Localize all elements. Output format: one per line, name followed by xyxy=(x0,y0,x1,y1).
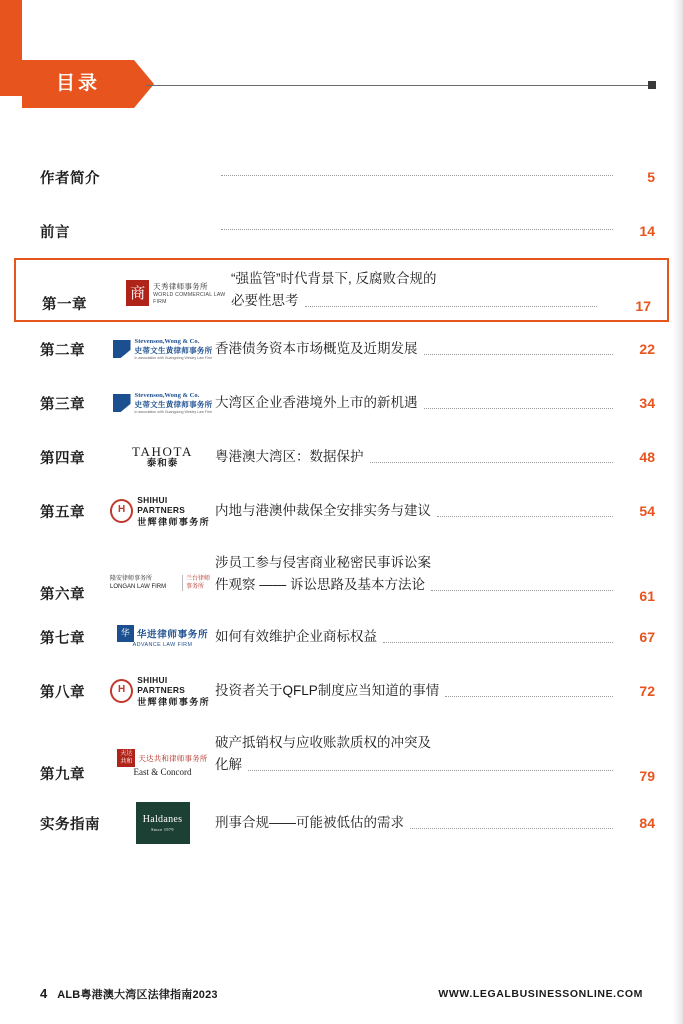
footer-left-group xyxy=(40,986,218,1002)
toc-title-line: 内地与港澳仲裁保全安排实务与建议 xyxy=(215,503,431,518)
seal-icon: 天达共和 xyxy=(117,749,135,767)
toc-chapter-label: 作者简介 xyxy=(40,170,100,187)
shihui-partners-logo xyxy=(110,495,215,528)
toc-title-line: 如何有效维护企业商标权益 xyxy=(215,629,377,644)
toc-leader-dots xyxy=(424,353,614,355)
toc-row[interactable] xyxy=(0,718,683,790)
toc-leader-dots xyxy=(370,461,614,463)
toc-row[interactable] xyxy=(0,790,683,856)
logo-mark-icon: 华 xyxy=(117,625,134,642)
page-header xyxy=(0,30,683,94)
toc-title-cell xyxy=(215,732,627,776)
logo-cn-text: 世辉律师事务所 xyxy=(137,696,211,707)
footer-website-url: WWW.LEGALBUSINESSONLINE.COM xyxy=(438,988,643,1000)
toc-row[interactable] xyxy=(0,538,683,610)
logo-en-text: Stevenson,Wong & Co. xyxy=(134,392,200,399)
tahota-logo xyxy=(132,445,193,469)
toc-title-cell xyxy=(215,228,627,235)
logo-cn-text: 史蒂文生黄律师事务所 xyxy=(134,400,213,409)
toc-title-cell xyxy=(215,626,627,648)
footer-page-number: 4 xyxy=(40,986,48,1001)
toc-logo-slot xyxy=(110,616,215,658)
toc-leader-dots xyxy=(410,827,613,829)
logo-en-text: WORLD COMMERCIAL LAW FIRM xyxy=(153,292,226,305)
logo-mark-icon: H xyxy=(110,679,133,703)
toc-row[interactable] xyxy=(0,664,683,718)
toc-title-line: “强监管”时代背景下, 反腐败合规的 xyxy=(231,271,437,286)
page-edge-shadow xyxy=(673,0,683,1024)
logo-mark-icon xyxy=(113,394,131,412)
toc-logo-slot xyxy=(110,156,215,198)
advance-law-firm-logo xyxy=(117,625,208,648)
toc-title-line: 大湾区企业香港境外上市的新机遇 xyxy=(215,395,418,410)
logo-cn-text: 天秀律师事务所 xyxy=(153,282,208,291)
toc-leader-dots xyxy=(221,228,613,230)
toc-leader-dots xyxy=(437,748,613,749)
toc-row[interactable] xyxy=(0,322,683,376)
toc-leader-dots xyxy=(221,174,613,176)
header-end-dot-icon xyxy=(648,81,656,89)
toc-logo-slot xyxy=(110,562,215,606)
toc-row[interactable] xyxy=(0,376,683,430)
toc-page-number: 17 xyxy=(635,298,651,314)
tianxiu-law-firm-logo xyxy=(126,280,231,306)
toc-logo-slot xyxy=(110,802,215,844)
toc-logo-slot xyxy=(110,436,215,478)
toc-leader-dots xyxy=(443,284,598,285)
toc-title-line: 破产抵销权与应收账款质权的冲突及 xyxy=(215,735,431,750)
logo-sub-text: in association with Guangdong Wesley Law Firm xyxy=(134,410,212,414)
toc-row-highlighted[interactable] xyxy=(14,258,669,322)
toc-chapter-label: 第五章 xyxy=(40,504,85,521)
toc-title-line: 件观察 —— 诉讼思路及基本方法论 xyxy=(215,577,426,592)
logo-cn-text: 世辉律师事务所 xyxy=(137,516,211,527)
toc-page-number: 67 xyxy=(639,629,655,645)
toc-leader-dots xyxy=(305,305,598,307)
toc-chapter-label: 第九章 xyxy=(40,767,85,783)
page-title: 目录 xyxy=(55,73,100,94)
footer-book-title: ALB粤港澳大湾区法律指南2023 xyxy=(57,989,218,1001)
logo-en-text: ADVANCE LAW FIRM xyxy=(132,641,193,648)
toc-leader-dots xyxy=(437,568,613,569)
logo-en-text: Stevenson,Wong & Co. xyxy=(134,338,200,345)
toc-title-cell xyxy=(215,680,627,702)
toc-title-cell xyxy=(215,552,627,596)
toc-chapter-label: 第三章 xyxy=(40,396,85,413)
toc-leader-dots xyxy=(248,769,613,771)
stevenson-wong-logo xyxy=(113,338,213,360)
toc-row[interactable] xyxy=(0,150,683,204)
logo-cn-text: 华进律师事务所 xyxy=(136,630,209,642)
toc-chapter-label: 第二章 xyxy=(40,342,85,359)
toc-logo-slot xyxy=(110,210,215,252)
toc-title-cell xyxy=(215,174,627,181)
toc-logo-slot xyxy=(110,490,215,532)
toc-row[interactable] xyxy=(0,484,683,538)
header-rule xyxy=(146,85,653,86)
toc-title-cell xyxy=(231,268,611,312)
toc-logo-slot xyxy=(110,382,215,424)
logo-en-text: SHIHUI PARTNERS xyxy=(137,674,186,695)
toc-page-number: 34 xyxy=(639,395,655,411)
toc-logo-slot xyxy=(110,670,215,712)
toc-page-number: 72 xyxy=(639,683,655,699)
logo-en-text: East & Concord xyxy=(133,767,192,777)
toc-title-line: 涉员工参与侵害商业秘密民事诉讼案 xyxy=(215,555,431,570)
toc-title-cell xyxy=(215,392,627,414)
toc-row[interactable] xyxy=(0,204,683,258)
toc-chapter-label: 第八章 xyxy=(40,684,85,701)
table-of-contents xyxy=(0,150,683,856)
toc-title-cell xyxy=(215,446,627,468)
toc-title-line: 香港债务资本市场概览及近期发展 xyxy=(215,341,418,356)
toc-title-line: 化解 xyxy=(215,757,242,772)
seal-icon: 商 xyxy=(126,280,149,306)
toc-page-number: 54 xyxy=(639,503,655,519)
toc-title-line: 投资者关于QFLP制度应当知道的事情 xyxy=(215,683,440,698)
logo-sub-text: in association with Guangdong Wesley Law Firm xyxy=(134,356,212,360)
toc-chapter-label: 第一章 xyxy=(42,297,87,313)
stevenson-wong-logo xyxy=(113,392,213,414)
toc-title-cell xyxy=(215,500,627,522)
toc-chapter-label: 第六章 xyxy=(40,587,85,603)
logo-en-text: TAHOTA xyxy=(132,444,193,460)
toc-logo-slot xyxy=(126,272,231,316)
toc-title-cell xyxy=(215,812,627,834)
toc-row[interactable] xyxy=(0,610,683,664)
toc-chapter-label: 第七章 xyxy=(40,630,85,647)
toc-leader-dots xyxy=(431,589,613,591)
east-concord-logo xyxy=(117,749,207,777)
toc-leader-dots xyxy=(383,641,613,643)
logo-left-text: 隆安律师事务所 LONGAN LAW FIRM xyxy=(110,575,183,591)
toc-page-number: 61 xyxy=(639,588,655,604)
logo-en-text: Haldanes xyxy=(142,814,183,825)
toc-page-number: 5 xyxy=(647,169,655,185)
logo-cn-text: 天达共和律师事务所 xyxy=(138,753,208,763)
toc-leader-dots xyxy=(424,407,614,409)
lanhan-law-firm-logo xyxy=(110,575,215,591)
page-footer xyxy=(0,986,683,1002)
toc-page-number: 79 xyxy=(639,768,655,784)
toc-row[interactable] xyxy=(0,430,683,484)
logo-mark-icon xyxy=(113,340,131,358)
logo-en-text: SHIHUI PARTNERS xyxy=(137,494,186,515)
toc-page-number: 84 xyxy=(639,815,655,831)
toc-chapter-label: 实务指南 xyxy=(40,816,100,833)
logo-right-text: 兰台律师事务所 xyxy=(185,575,210,590)
shihui-partners-logo xyxy=(110,675,215,708)
toc-title-line: 刑事合规——可能被低估的需求 xyxy=(215,815,404,830)
logo-mark-icon: H xyxy=(110,499,133,523)
toc-title-line: 必要性思考 xyxy=(231,293,299,308)
toc-logo-slot xyxy=(110,328,215,370)
toc-title-cell xyxy=(215,338,627,360)
haldanes-logo xyxy=(136,802,190,844)
toc-chapter-label: 前言 xyxy=(40,224,70,241)
toc-leader-dots xyxy=(437,515,613,517)
toc-chapter-label: 第四章 xyxy=(40,450,85,467)
toc-logo-slot xyxy=(110,742,215,786)
toc-page-number: 48 xyxy=(639,449,655,465)
toc-page-number: 22 xyxy=(639,341,655,357)
logo-cn-text: 泰和泰 xyxy=(146,457,179,469)
logo-sub-text: Since 1979 xyxy=(151,827,174,832)
toc-title-line: 粤港澳大湾区：数据保护 xyxy=(215,449,364,464)
toc-leader-dots xyxy=(445,695,613,697)
toc-page-number: 14 xyxy=(639,223,655,239)
logo-cn-text: 史蒂文生黄律师事务所 xyxy=(134,346,213,355)
